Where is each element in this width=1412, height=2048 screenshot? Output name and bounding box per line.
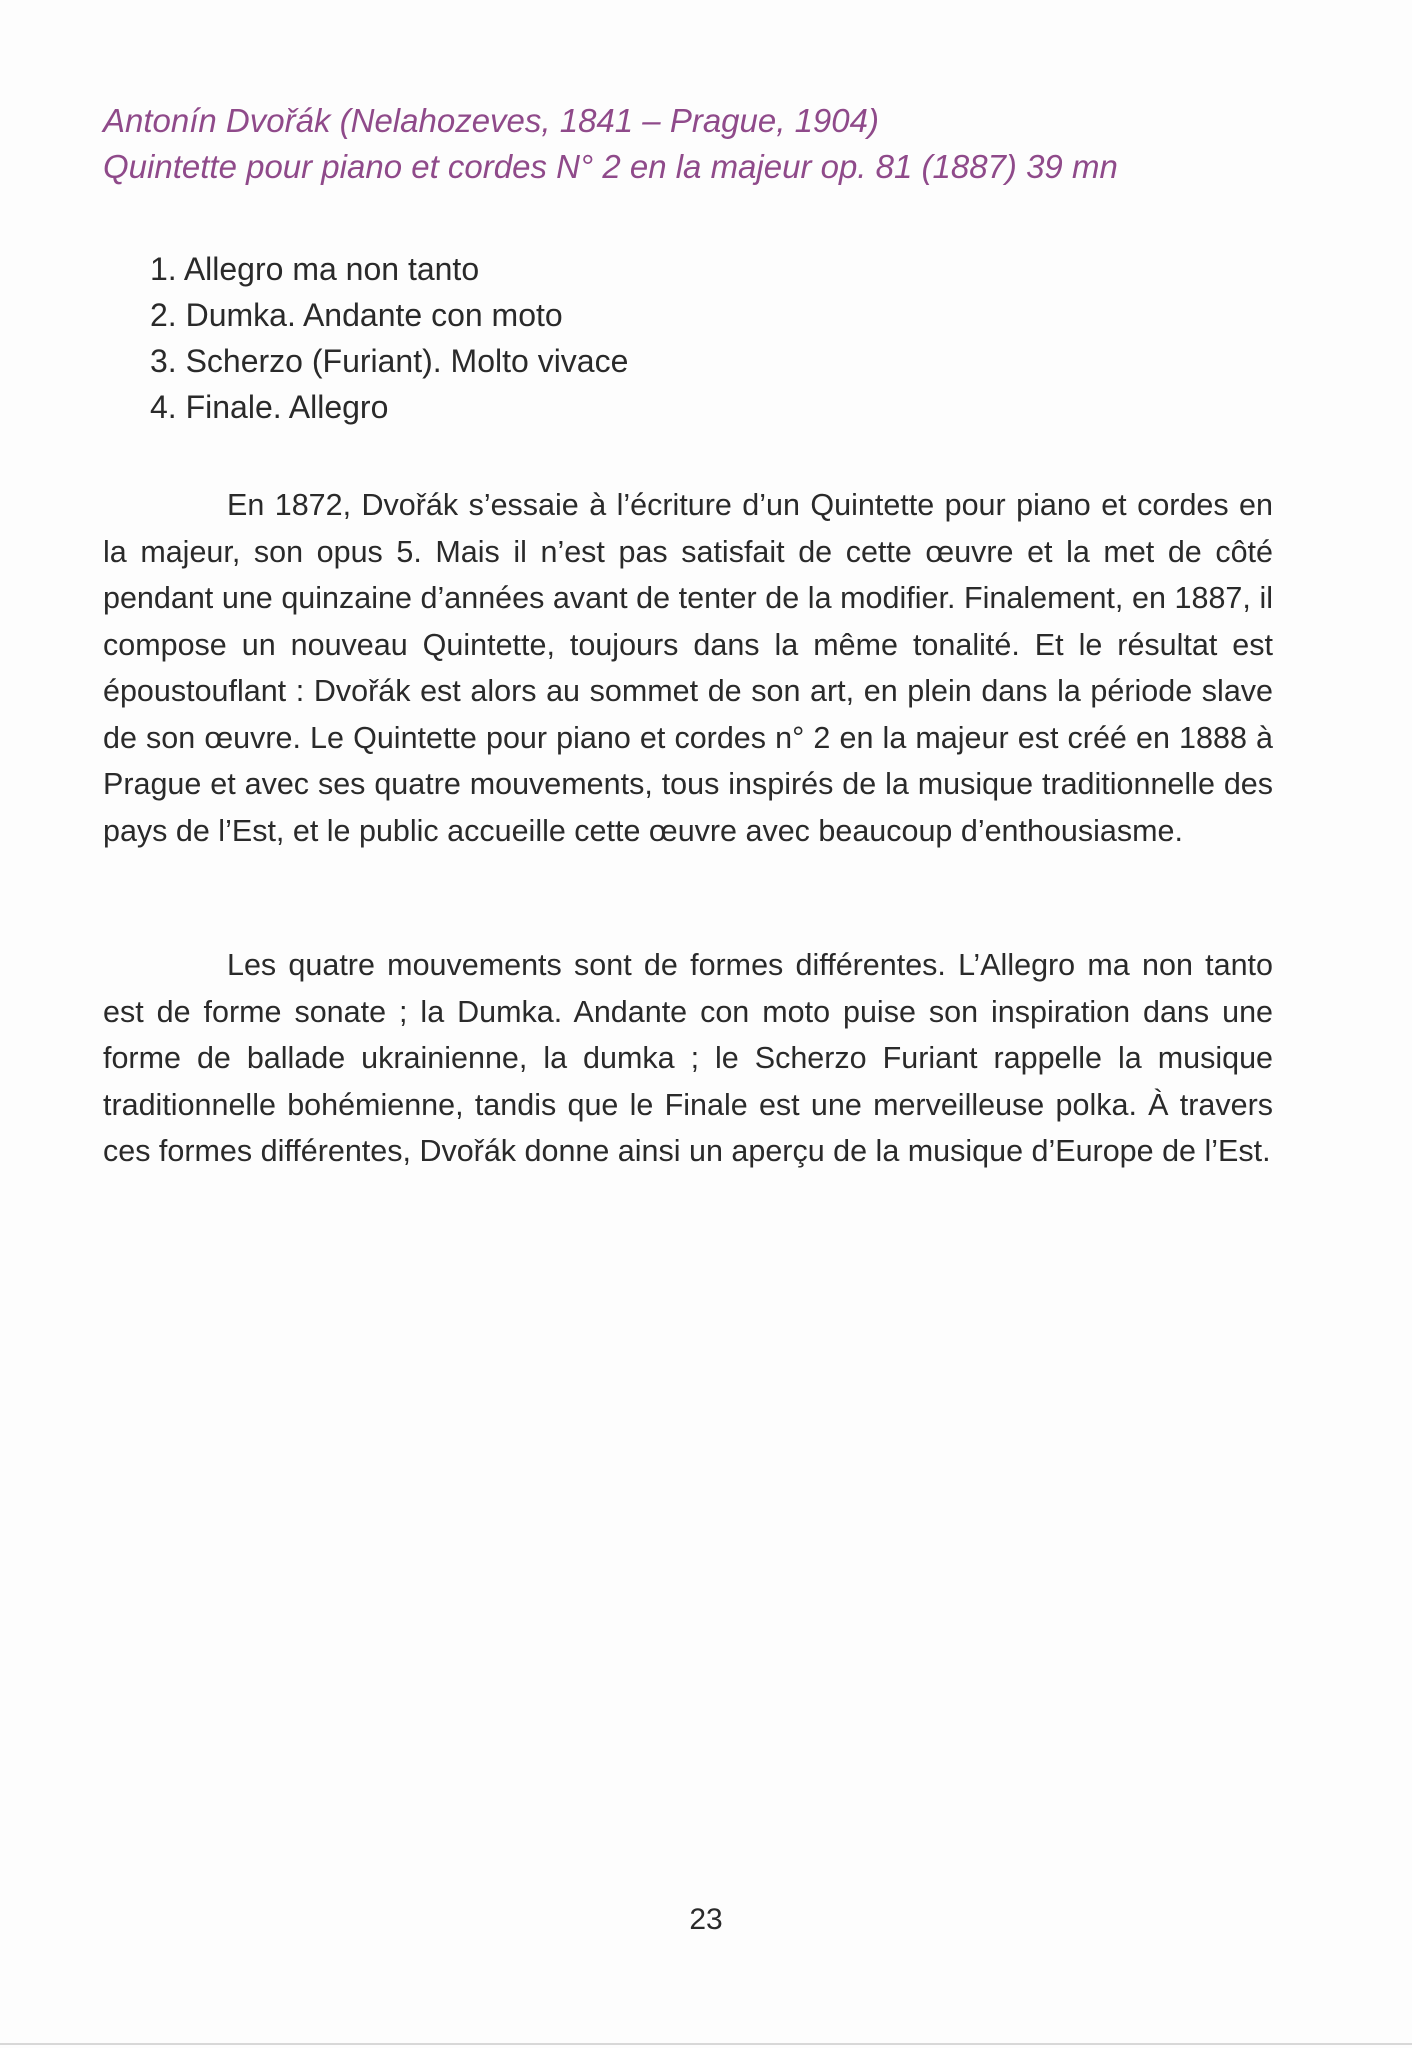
composer-line: Antonín Dvořák (Nelahozeves, 1841 – Prague, 1904) (103, 102, 879, 139)
list-item: 1. Allegro ma non tanto (150, 251, 480, 287)
work-title-line: Quintette pour piano et cordes N° 2 en la majeur op. 81 (1887) 39 mn (103, 148, 1118, 185)
work-heading (103, 98, 1283, 190)
movements-list (150, 246, 628, 430)
page-edge-divider (0, 2043, 1412, 2045)
list-item: 2. Dumka. Andante con moto (150, 297, 563, 333)
paragraph-movements: Les quatre mouvements sont de formes différentes. L’Allegro ma non tanto est de forme sonate ; la Dumka. Andante con moto puise son inspiration dans une forme de ballade ukrainienne, la dumka ; le Scherzo Furiant rappelle la musique traditionnelle bohémienne, tandis que le Finale est une merveilleuse polka. À travers ces formes différentes, Dvořák donne ainsi un aperçu de la musique d’Europe de l’Est. (103, 948, 1273, 1168)
paragraph-history: En 1872, Dvořák s’essaie à l’écriture d’un Quintette pour piano et cordes en la majeur, son opus 5. Mais il n’est pas satisfait de cette œuvre et la met de côté pendant une quinzaine d’années avant de tenter de la modifier. Finalement, en 1887, il compose un nouveau Quintette, toujours dans la même tonalité. Et le résultat est époustouflant : Dvořák est alors au sommet de son art, en plein dans la période slave de son œuvre. Le Quintette pour piano et cordes n° 2 en la majeur est créé en 1888 à Prague et avec ses quatre mouvements, tous inspirés de la musique traditionnelle des pays de l’Est, et le public accueille cette œuvre avec beaucoup d’enthousiasme. (103, 488, 1273, 848)
list-item: 4. Finale. Allegro (150, 389, 389, 425)
page-number: 23 (689, 1903, 723, 1936)
list-item: 3. Scherzo (Furiant). Molto vivace (150, 343, 629, 379)
